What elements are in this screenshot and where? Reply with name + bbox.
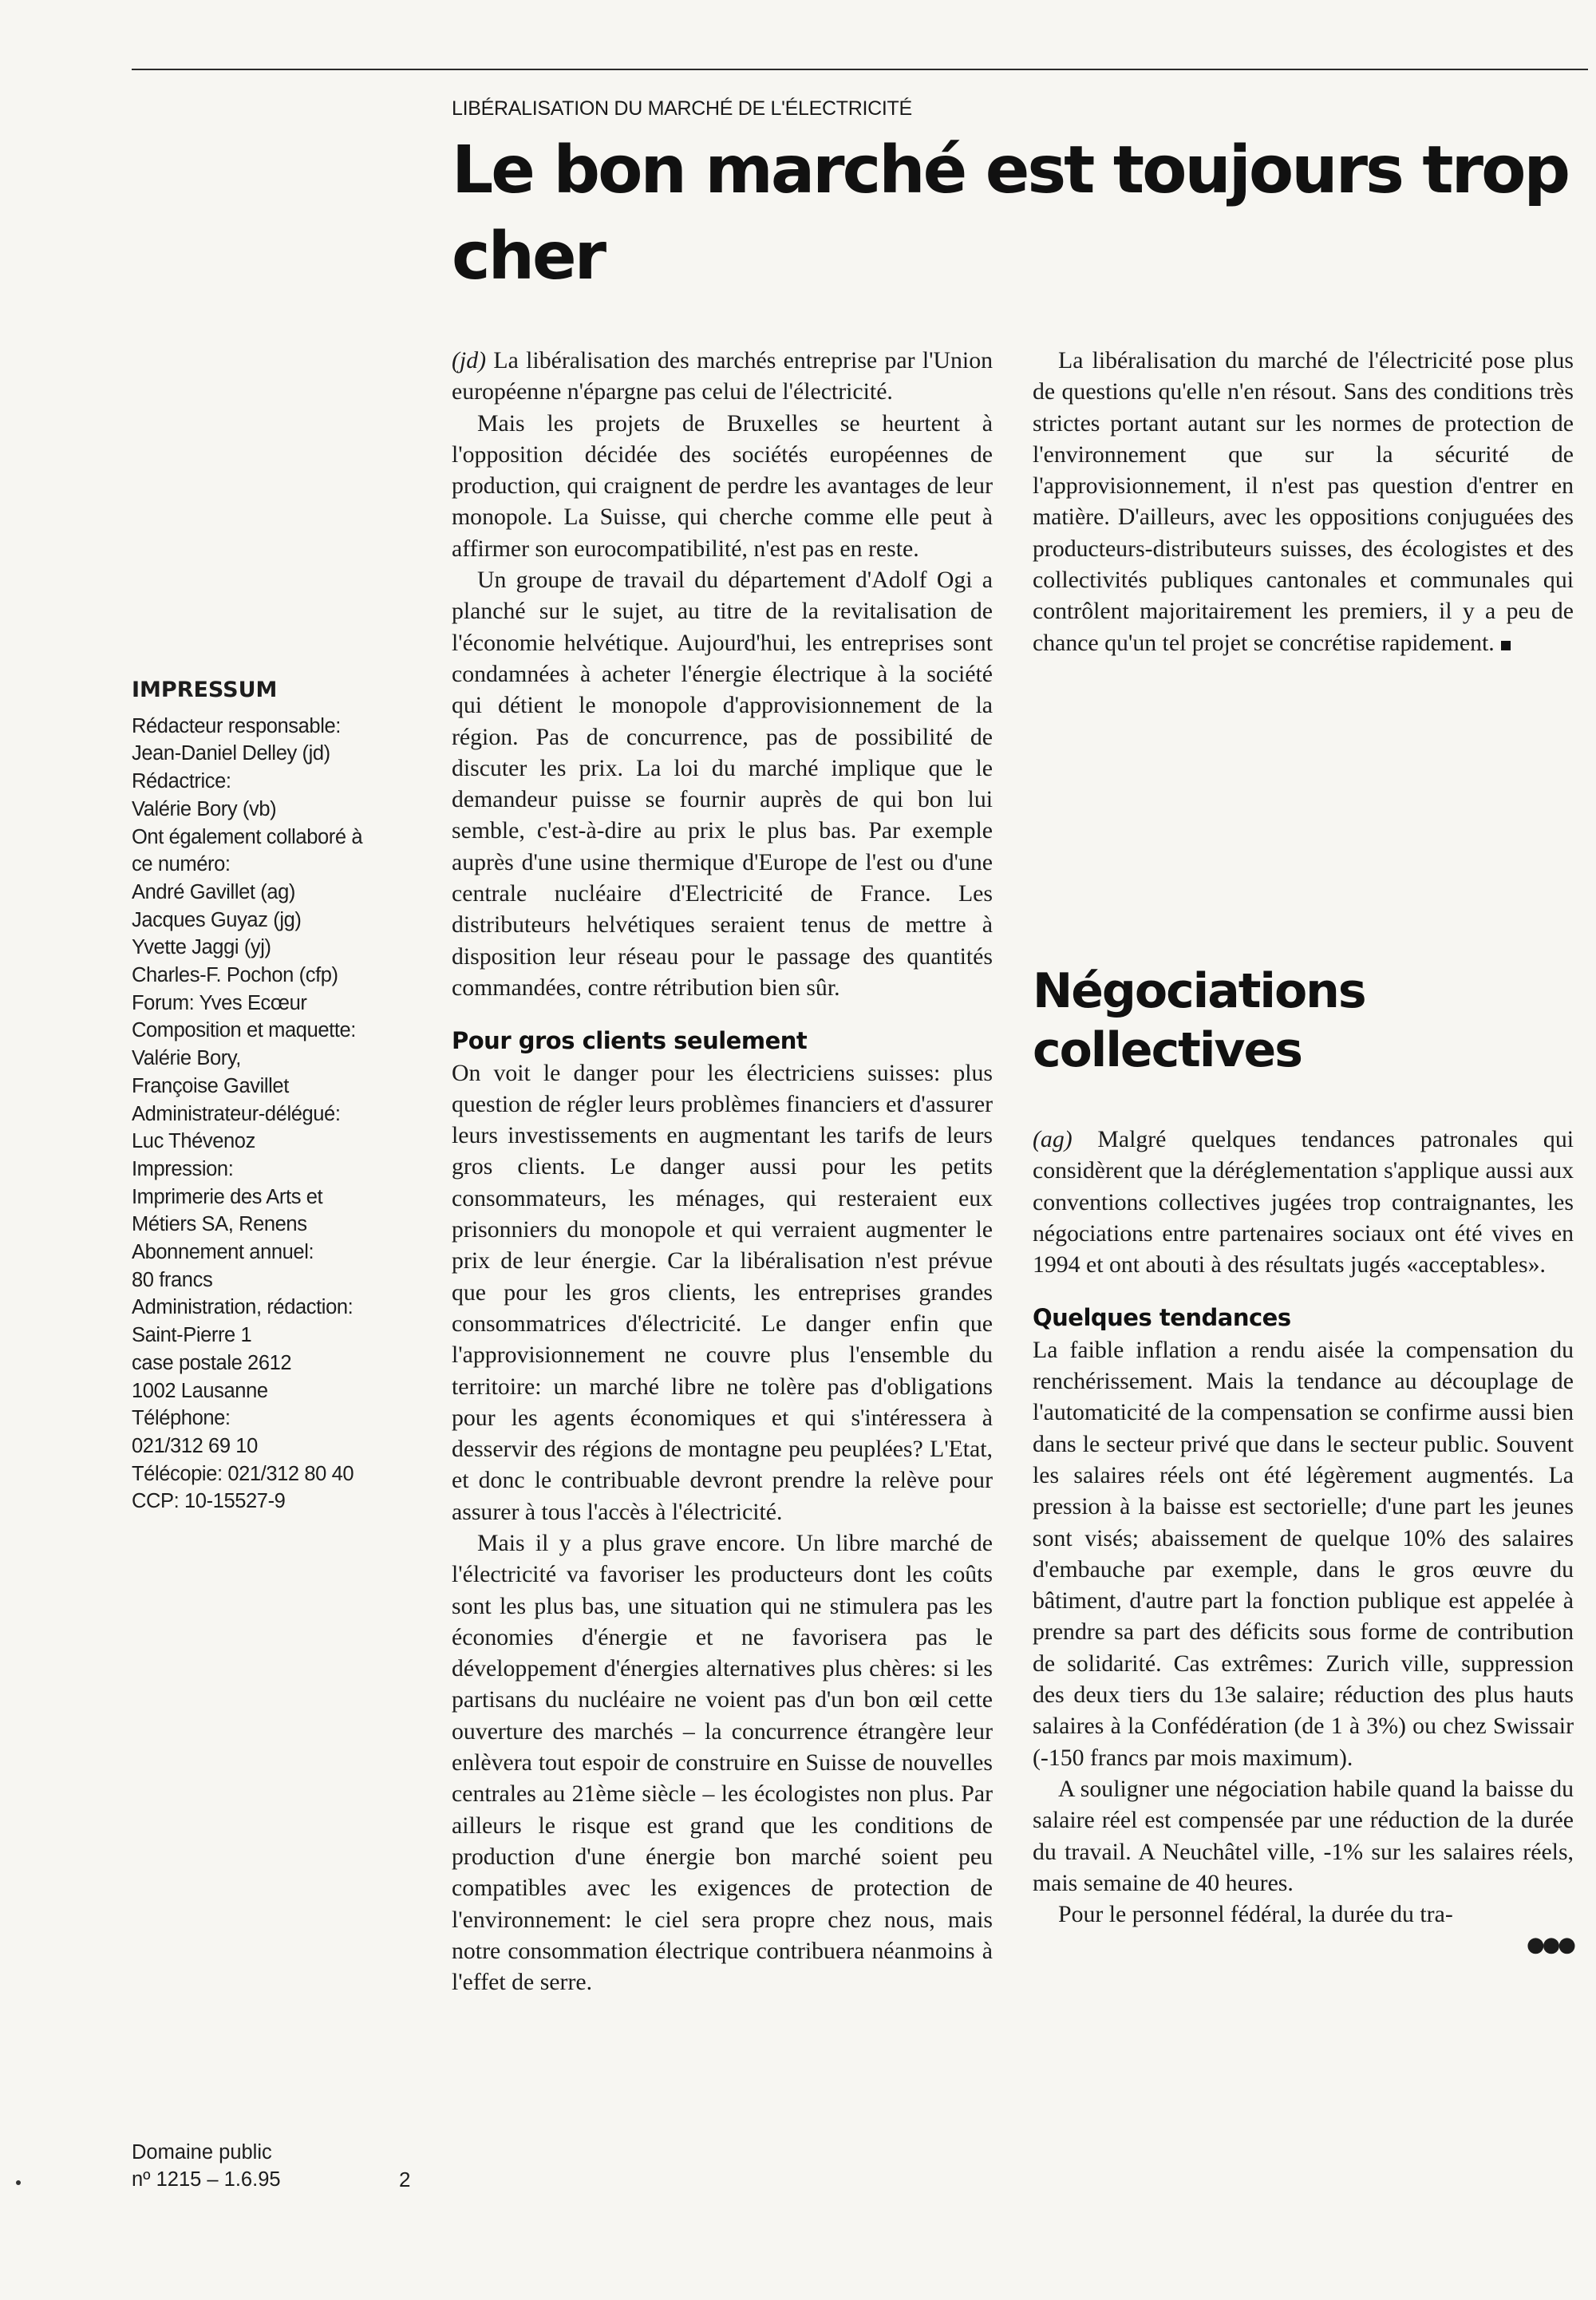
impressum-line: Abonnement annuel:: [132, 1241, 314, 1264]
impressum-line: Charles-F. Pochon (cfp): [132, 964, 338, 987]
impressum-line: Yvette Jaggi (yj): [132, 936, 271, 959]
impressum-line: 80 francs: [132, 1268, 213, 1291]
impressum-line: Jacques Guyaz (jg): [132, 908, 302, 931]
impressum-line: Françoise Gavillet: [132, 1074, 289, 1097]
page-footer: [132, 2139, 419, 2193]
end-of-article-square-icon: [1501, 641, 1511, 650]
impressum-line: Télécopie: 021/312 80 40: [132, 1462, 354, 1485]
publication-name: Domaine public: [132, 2141, 272, 2164]
article-paragraph: On voit le danger pour les électriciens suisses: plus question de régler leurs problèmes financiers et d'assurer leurs investissements en augmentant les tarifs de leurs gros clients. Le danger aussi pour les petits consommateurs, les ménages, qui resteraient eux prisonniers du monopole et qui verraient augmenter le prix de leur énergie. Car la libéralisation n'est prévue que pour les gros clients, les entreprises grandes consommatrices d'électricité. Le danger enfin que l'approvisionnement ne couvre plus l'ensemble du territoire: un marché libre ne tolère pas d'obligations pour les agents économiques et qui s'intéressera à desservir des régions de montagne peu peuplées? L'Etat, et donc le contribuable devront prendre la relève pour assurer à tous l'accès à l'électricité.: [452, 1059, 993, 1525]
impressum-line: Rédactrice:: [132, 770, 231, 793]
article-column-1: [452, 345, 993, 1998]
impressum-line: Administrateur-délégué:: [132, 1102, 341, 1125]
impressum-line: 1002 Lausanne: [132, 1379, 268, 1402]
impressum-line: Impression:: [132, 1157, 234, 1180]
top-rule: [132, 69, 1588, 70]
impressum-line: Valérie Bory,: [132, 1047, 241, 1070]
article-paragraph: (ag) Malgré quelques tendances patronales qui considèrent que la déréglementation s'applique aussi aux conventions collectives jugées trop contraignantes, les négociations entre partenaires sociaux ont été vives en 1994 et ont abouti à des résultats jugés «acceptables».: [1033, 1126, 1574, 1278]
impressum-line: Saint-Pierre 1: [132, 1324, 252, 1347]
impressum-line: Métiers SA, Renens: [132, 1213, 307, 1236]
byline: (jd): [452, 347, 487, 373]
byline: (ag): [1033, 1126, 1073, 1152]
impressum-line: Valérie Bory (vb): [132, 797, 277, 820]
article-paragraph: Pour le personnel fédéral, la durée du tra-: [1058, 1901, 1453, 1928]
impressum-line: Forum: Yves Ecœur: [132, 991, 307, 1014]
second-article-title: Négociations collectives: [1033, 963, 1365, 1078]
impressum-line: Rédacteur responsable:: [132, 714, 341, 737]
impressum-line: Téléphone:: [132, 1407, 231, 1430]
impressum-line: case postale 2612: [132, 1351, 292, 1374]
impressum-line: André Gavillet (ag): [132, 880, 295, 903]
article-paragraph: A souligner une négociation habile quand la baisse du salaire réel est compensée par une réduction de la durée du travail. A Neuchâtel ville, -1% sur les salaires réels, mais semaine de 40 heures.: [1033, 1775, 1574, 1896]
article-kicker: LIBÉRALISATION DU MARCHÉ DE L'ÉLECTRICITÉ: [452, 97, 912, 120]
issue-number: nº 1215 – 1.6.95: [132, 2168, 281, 2191]
impressum-line: Ont également collaboré à: [132, 825, 363, 848]
impressum-line: CCP: 10-15527-9: [132, 1490, 286, 1513]
second-article-column: [1033, 1124, 1574, 1957]
article-title: Le bon marché est toujours trop cher: [452, 132, 1569, 294]
subheading: Pour gros clients seulement: [452, 1027, 808, 1055]
scan-mark-dot-icon: [16, 2180, 21, 2185]
article-paragraph: Mais les projets de Bruxelles se heurtent à l'opposition décidée des sociétés européennes de production, qui craignent de perdre les avantages de leur monopole. La Suisse, qui cherche comme elle peut à affirmer son eurocompatibilité, n'est pas en reste.: [452, 409, 993, 562]
impressum-heading: IMPRESSUM: [132, 678, 278, 702]
continued-dots-icon: ●●●: [1526, 1933, 1574, 1958]
article-paragraph: (jd) La libéralisation des marchés entreprise par l'Union européenne n'épargne pas celui de l'électricité.: [452, 347, 994, 405]
impressum-line: Administration, rédaction:: [132, 1296, 354, 1319]
article-paragraph: Un groupe de travail du département d'Adolf Ogi a planché sur le sujet, au titre de la revitalisation de l'économie helvétique. Aujourd'hui, les entreprises sont condamnées à acheter l'énergie électrique à la société qui détient le monopole d'approvisionnement de la région. Pas de concurrence, pas de possibilité de discuter les prix. La loi du marché implique que le demandeur puisse se fournir auprès de qui bon lui semble, c'est-à-dire au prix le plus bas. Par exemple auprès d'une usine thermique d'Europe de l'est ou d'une centrale nucléaire d'Electricité de France. Les distributeurs helvétiques seraient tenus de mettre à disposition leur réseau pour le passage des quantités commandées, contre rétribution bien sûr.: [452, 567, 993, 1001]
article-paragraph: La libéralisation du marché de l'électricité pose plus de questions qu'elle n'en résout. Sans des conditions très strictes portant autant sur les normes de protection de l'environnement que sur la sécurité de l'approvisionnement, il n'est pas question d'entrer en matière. D'ailleurs, avec les oppositions conjuguées des producteurs-distributeurs suisses, des écologistes et des collectivités publiques cantonales et communales qui contrôlent majoritairement les premiers, il y a peu de chance qu'un tel projet se concrétise rapidement.: [1033, 347, 1574, 656]
subheading: Quelques tendances: [1033, 1304, 1291, 1332]
impressum-line: Luc Thévenoz: [132, 1130, 255, 1153]
impressum-line: ce numéro:: [132, 853, 231, 876]
impressum-line: Composition et maquette:: [132, 1019, 356, 1042]
impressum-line: Jean-Daniel Delley (jd): [132, 742, 330, 765]
impressum-line: Imprimerie des Arts et: [132, 1185, 323, 1208]
page-number: 2: [399, 2168, 411, 2191]
article-paragraph: La faible inflation a rendu aisée la compensation du renchérissement. Mais la tendance au découplage de l'automaticité de la compensation se confirme aussi bien dans le secteur privé que dans le secteur public. Souvent les salaires réels ont été légèrement augmentés. La pression à la baisse est sectorielle; d'une part les jeunes sont visés; abaissement de quelque 10% des salaires d'embauche par exemple, dans le gros œuvre du bâtiment, d'autre part la fonction publique est appelée à prendre sa part des déficits sous forme de contribution de solidarité. Cas extrêmes: Zurich ville, suppression des deux tiers du 13e salaire; réduction des plus hauts salaires à la Confédération (de 1 à 3%) ou chez Swissair (-150 francs par mois maximum).: [1033, 1336, 1574, 1771]
article-column-2: [1033, 345, 1574, 658]
impressum-box: [132, 677, 427, 1516]
article-paragraph: Mais il y a plus grave encore. Un libre marché de l'électricité va favoriser les producteurs dont les coûts sont les plus bas, une situation qui ne stimulera pas les économies d'énergie et ne favorisera pas le développement d'énergies alternatives plus chères: si les partisans du nucléaire ne voient pas d'un bon œil cette ouverture des marchés – la concurrence étrangère leur enlèvera tout espoir de construire en Suisse de nouvelles centrales au 21ème siècle – les écologistes non plus. Par ailleurs le risque est grand que les conditions de production d'une énergie bon marché soient peu compatibles avec les exigences de protection de l'environnement: le ciel sera propre chez nous, mais notre consommation électrique contribuera néanmoins à l'effet de serre.: [452, 1529, 993, 1996]
impressum-line: 021/312 69 10: [132, 1434, 258, 1457]
